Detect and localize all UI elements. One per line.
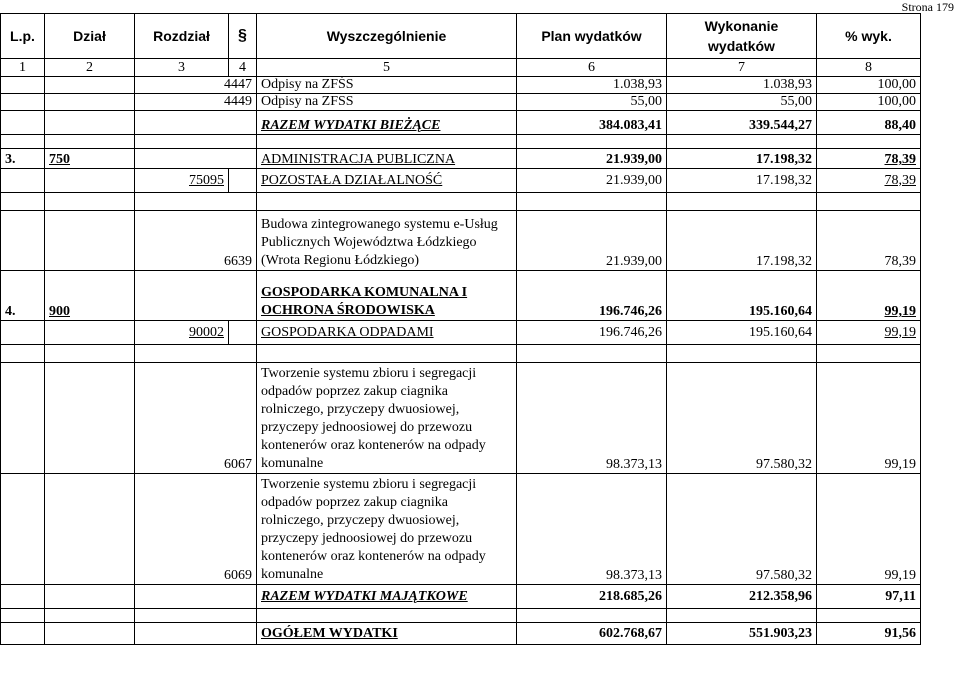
colnum: 6 — [517, 59, 667, 77]
plan-value: 1.038,93 — [517, 77, 667, 94]
header-plan: Plan wydatków — [517, 14, 667, 59]
header-row — [1, 14, 921, 59]
percent-value: 99,19 — [817, 271, 921, 321]
item-name: RAZEM WYDATKI BIEŻĄCE — [257, 111, 517, 135]
chapter-row-90002 — [1, 321, 921, 345]
execution-value: 339.544,27 — [667, 111, 817, 135]
plan-value: 602.768,67 — [517, 623, 667, 645]
paragraph-code: 4449 — [135, 94, 257, 111]
colnum: 7 — [667, 59, 817, 77]
execution-value: 17.198,32 — [667, 169, 817, 193]
division-row-900 — [1, 271, 921, 321]
summary-row-capital — [1, 585, 921, 609]
execution-value: 195.160,64 — [667, 321, 817, 345]
paragraph-code: 6069 — [135, 474, 257, 585]
item-name: GOSPODARKA ODPADAMI — [257, 321, 517, 345]
execution-value: 97.580,32 — [667, 363, 817, 474]
execution-value: 212.358,96 — [667, 585, 817, 609]
header-lp: L.p. — [1, 14, 45, 59]
percent-value: 78,39 — [817, 169, 921, 193]
header-wyszczegolnienie: Wyszczególnienie — [257, 14, 517, 59]
item-name: RAZEM WYDATKI MAJĄTKOWE — [257, 585, 517, 609]
execution-value: 1.038,93 — [667, 77, 817, 94]
expenditure-table-container — [0, 13, 921, 645]
percent-value: 100,00 — [817, 77, 921, 94]
execution-value: 551.903,23 — [667, 623, 817, 645]
plan-value: 21.939,00 — [517, 211, 667, 271]
table-row — [1, 211, 921, 271]
percent-value: 88,40 — [817, 111, 921, 135]
paragraph-code: 6067 — [135, 363, 257, 474]
plan-value: 21.939,00 — [517, 149, 667, 169]
table-row — [1, 77, 921, 94]
division-code: 900 — [45, 271, 135, 321]
plan-value: 98.373,13 — [517, 363, 667, 474]
header-dzial: Dział — [45, 14, 135, 59]
percent-value: 78,39 — [817, 149, 921, 169]
summary-row-current — [1, 111, 921, 135]
spacer-row — [1, 135, 921, 149]
item-name: Odpisy na ZFSS — [257, 94, 517, 111]
plan-value: 384.083,41 — [517, 111, 667, 135]
spacer-row — [1, 609, 921, 623]
item-name: ADMINISTRACJA PUBLICZNA — [257, 149, 517, 169]
colnum: 3 — [135, 59, 229, 77]
page-number: Strona 179 — [901, 0, 954, 14]
chapter-code: 90002 — [135, 321, 229, 345]
chapter-code: 75095 — [135, 169, 229, 193]
column-number-row — [1, 59, 921, 77]
item-name: OGÓŁEM WYDATKI — [257, 623, 517, 645]
execution-value: 17.198,32 — [667, 211, 817, 271]
lp-value: 4. — [1, 271, 45, 321]
execution-value: 195.160,64 — [667, 271, 817, 321]
execution-value: 55,00 — [667, 94, 817, 111]
division-code: 750 — [45, 149, 135, 169]
percent-value: 99,19 — [817, 363, 921, 474]
item-name: Odpisy na ZFŚS — [257, 77, 517, 94]
plan-value: 196.746,26 — [517, 321, 667, 345]
percent-value: 99,19 — [817, 321, 921, 345]
paragraph-code: 6639 — [135, 211, 257, 271]
execution-value: 17.198,32 — [667, 149, 817, 169]
header-paragraf: § — [229, 14, 257, 59]
percent-value: 91,56 — [817, 623, 921, 645]
header-rozdzial: Rozdział — [135, 14, 229, 59]
table-row — [1, 94, 921, 111]
colnum: 1 — [1, 59, 45, 77]
execution-value: 97.580,32 — [667, 474, 817, 585]
spacer-row — [1, 345, 921, 363]
chapter-row-75095 — [1, 169, 921, 193]
colnum: 2 — [45, 59, 135, 77]
lp-value: 3. — [1, 149, 45, 169]
percent-value: 78,39 — [817, 211, 921, 271]
plan-value: 218.685,26 — [517, 585, 667, 609]
colnum: 8 — [817, 59, 921, 77]
grand-total-row — [1, 623, 921, 645]
plan-value: 196.746,26 — [517, 271, 667, 321]
paragraph-code: 4447 — [135, 77, 257, 94]
colnum: 4 — [229, 59, 257, 77]
percent-value: 100,00 — [817, 94, 921, 111]
percent-value: 99,19 — [817, 474, 921, 585]
header-wykonanie: Wykonanie wydatków — [667, 14, 817, 59]
item-name: GOSPODARKA KOMUNALNA I OCHRONA ŚRODOWISKA — [257, 271, 517, 321]
colnum: 5 — [257, 59, 517, 77]
plan-value: 21.939,00 — [517, 169, 667, 193]
header-proc: % wyk. — [817, 14, 921, 59]
item-name: Tworzenie systemu zbioru i segregacji odpadów poprzez zakup ciagnika rolniczego, przyczepy dwuosiowej, przyczepy jednoosiowej do przewozu kontenerów oraz kontenerów na odpady komunalne — [257, 363, 517, 474]
plan-value: 98.373,13 — [517, 474, 667, 585]
spacer-row — [1, 193, 921, 211]
percent-value: 97,11 — [817, 585, 921, 609]
table-row — [1, 474, 921, 585]
item-name: Tworzenie systemu zbioru i segregacji odpadów poprzez zakup ciagnika rolniczego, przyczepy dwuosiowej, przyczepy jednoosiowej do przewozu kontenerów oraz kontenerów na odpady komunalne — [257, 474, 517, 585]
item-name: Budowa zintegrowanego systemu e-Usług Publicznych Województwa Łódzkiego (Wrota Regionu Łódzkiego) — [257, 211, 517, 271]
table-row — [1, 363, 921, 474]
division-row-750 — [1, 149, 921, 169]
item-name: POZOSTAŁA DZIAŁALNOŚĆ — [257, 169, 517, 193]
expenditure-table — [0, 13, 921, 645]
plan-value: 55,00 — [517, 94, 667, 111]
